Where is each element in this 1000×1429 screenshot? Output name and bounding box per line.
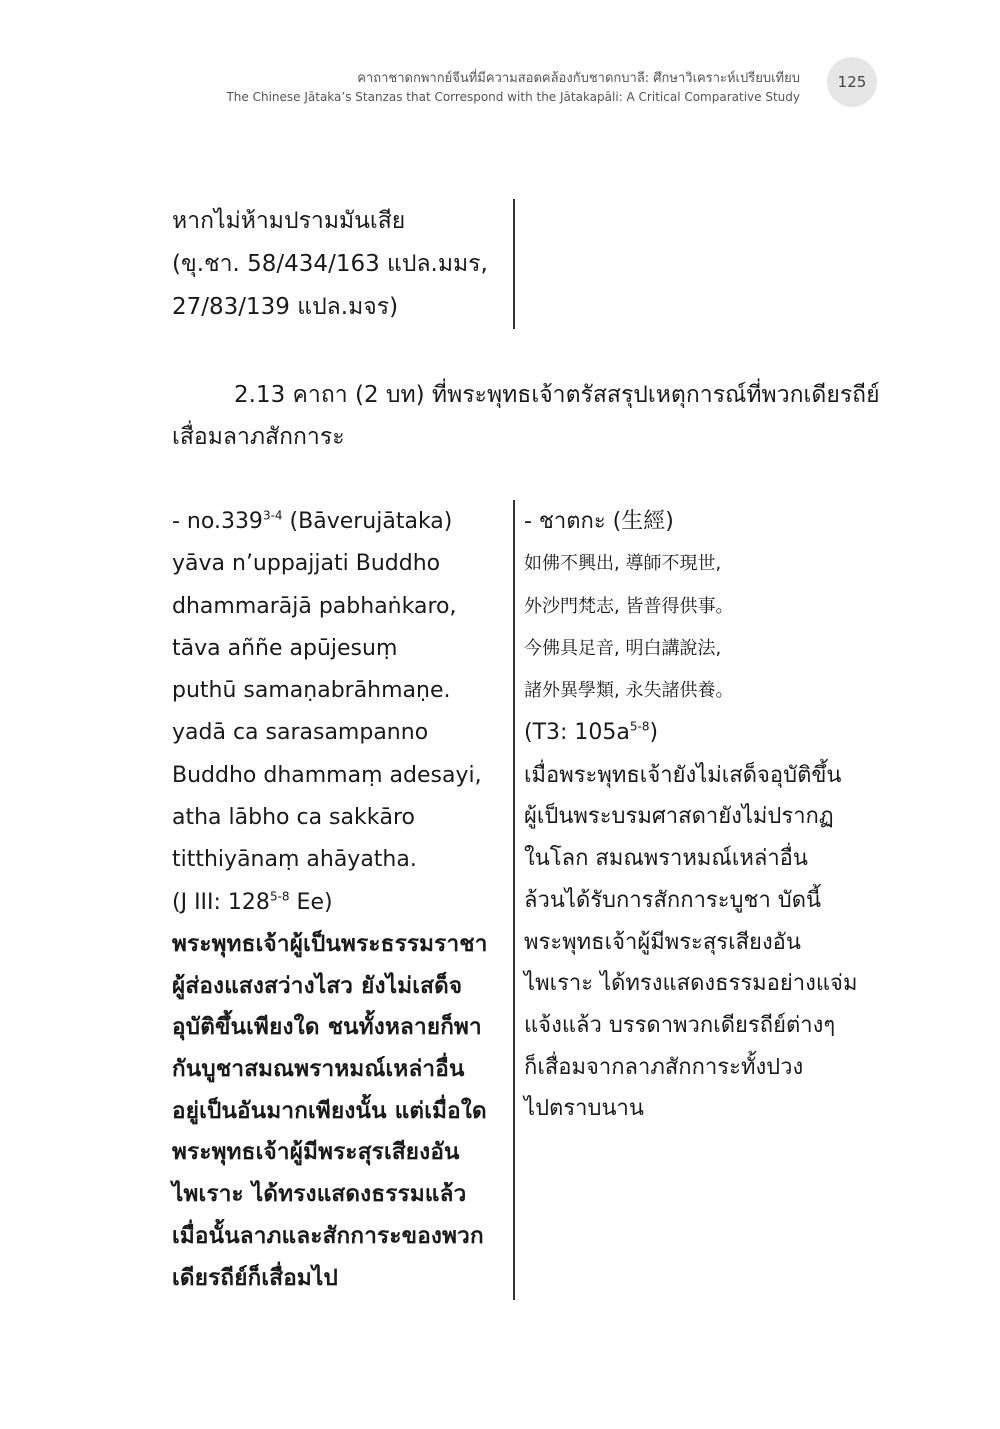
thai-translation-line: ล้วนได้รับการสักการะบูชา บัดนี้	[524, 887, 822, 913]
thai-translation-line: เดียรถีย์ก็เสื่อมไป	[172, 1264, 338, 1291]
thai-translation-line: แจ้งแล้ว บรรดาพวกเดียรถีย์ต่างๆ	[524, 1013, 836, 1038]
chinese-verse-line: 諸外異學類, 永失諸供養。	[524, 680, 734, 702]
thai-translation-line: พระพุทธเจ้าผู้มีพระสุรเสียงอัน	[524, 929, 801, 955]
cite-superscript: 5-8	[269, 889, 290, 904]
chinese-citation: (T3: $105a^{5-8}$)	[524, 720, 659, 746]
pali-verse-line: yadā ca sarasampanno	[172, 720, 429, 746]
section-heading-line: เสื่อมลาภสักการะ	[172, 424, 345, 450]
thai-translation-line: ไพเราะ ได้ทรงแสดงธรรมแล้ว	[172, 1181, 467, 1208]
pali-verse-line: titthiyānaṃ ahāyatha.	[172, 847, 417, 873]
cite-superscript: 5-8	[629, 720, 650, 735]
pali-verse-line: puthū samaṇabrāhmaṇe.	[172, 678, 451, 704]
thai-translation-line: เมื่อพระพุทธเจ้ายังไม่เสด็จอุบัติขึ้น	[524, 762, 842, 788]
thai-translation-line: พระพุทธเจ้าผู้มีพระสุรเสียงอัน	[172, 1139, 460, 1166]
pali-verse-line: tāva aññe apūjesuṃ	[172, 635, 398, 661]
pali-verse-line: dhammarājā pabhaṅkaro,	[172, 593, 457, 619]
section-heading-line: 2.13 คาถา (2 บท) ที่พระพุทธเจ้าตรัสสรุปเหตุการณ์ที่พวกเดียรถีย์	[234, 382, 880, 408]
thai-translation-line: ไพเราะ ได้ทรงแสดงธรรมอย่างแจ่ม	[524, 971, 858, 997]
pali-verse-line: yāva n’uppajjati Buddho	[172, 551, 441, 577]
pali-citation: (J III: 128$^{5-8}$ Ee)	[172, 889, 333, 915]
thai-translation-line: อยู่เป็นอันมากเพียงนั้น แต่เมื่อใด	[172, 1097, 487, 1124]
column-divider-top	[513, 199, 515, 329]
thai-translation-line: ไปตราบนาน	[524, 1096, 644, 1122]
pali-verse-line: Buddho dhammaṃ adesayi,	[172, 762, 482, 788]
thai-translation-line: ผู้เป็นพระบรมศาสดายังไม่ปรากฏ	[524, 804, 834, 830]
pali-reference: - no.339$^{3-4}$ (Bāverujātaka)	[172, 508, 453, 534]
chinese-verse-line: 如佛不興出, 導師不現世,	[524, 553, 722, 575]
ref-superscript: 3-4	[262, 508, 283, 523]
thai-translation-line: กันบูชาสมณพราหมณ์เหล่าอื่น	[172, 1056, 465, 1083]
pali-verse-line: atha lābho ca sakkāro	[172, 805, 415, 831]
thai-translation-line: เมื่อนั้นลาภและสักการะของพวก	[172, 1222, 484, 1249]
header-title-thai: คาถาชาดกพากย์จีนที่มีความสอดคล้องกับชาดกบาลี: ศึกษาวิเคราะห์เปรียบเทียบ	[357, 71, 800, 86]
chinese-verse-line: 今佛具足音, 明白講說法,	[524, 637, 722, 659]
thai-translation-line: ก็เสื่อมจากลาภสักการะทั้งปวง	[524, 1054, 804, 1080]
section-heading-paragraph	[172, 374, 880, 458]
thai-translation-line: พระพุทธเจ้าผู้เป็นพระธรรมราชา	[172, 930, 488, 957]
left-column-pali	[172, 501, 502, 1299]
thai-translation-line: อุบัติขึ้นเพียงใด ชนทั้งหลายก็พา	[172, 1014, 482, 1041]
thai-translation-line: ผู้ส่องแสงสว่างไสว ยังไม่เสด็จ	[172, 972, 463, 999]
continued-citation-line: (ขุ.ชา. 58/434/163 แปล.มมร,	[172, 251, 488, 277]
chinese-verse-line: 外沙門梵志, 皆普得供事。	[524, 595, 734, 617]
right-column-chinese	[524, 501, 869, 1130]
chinese-source-heading: - ชาตกะ (生經)	[524, 509, 674, 534]
header-title-english: The Chinese Jātaka’s Stanzas that Correspond with the Jātakapāli: A Critical Comparative Study	[226, 90, 800, 104]
running-header	[226, 70, 800, 106]
continued-citation-line: 27/83/139 แปล.มจร)	[172, 294, 399, 320]
continued-line: หากไม่ห้ามปรามมันเสีย	[172, 208, 406, 234]
column-divider-main	[513, 500, 515, 1300]
continued-stanza-block	[172, 200, 502, 329]
thai-translation-line: ในโลก สมณพราหมณ์เหล่าอื่น	[524, 846, 808, 872]
page-number: 125	[827, 57, 877, 107]
